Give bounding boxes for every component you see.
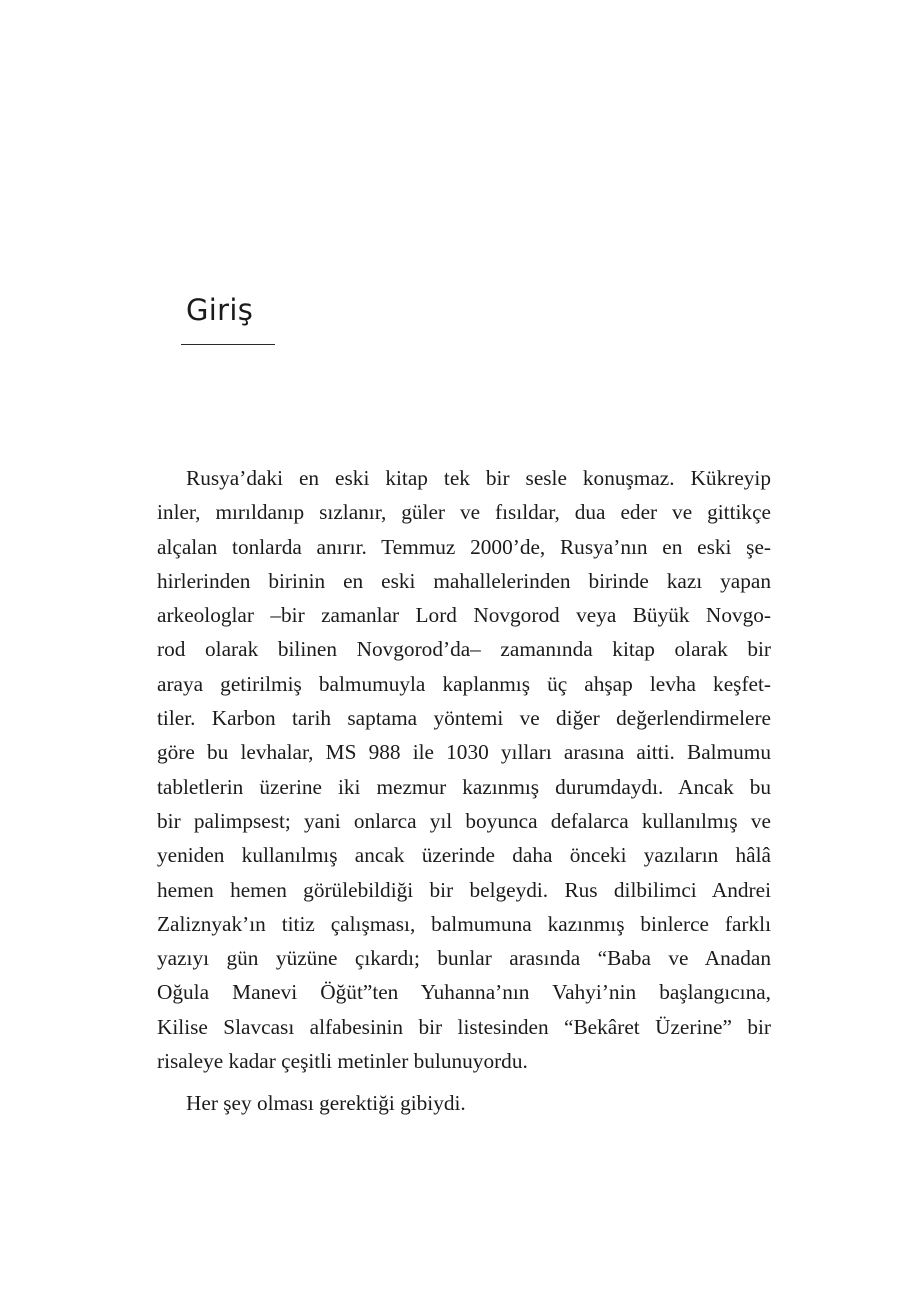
text-line: Rusya’daki en eski kitap tek bir sesle konuşmaz. Kükreyip [186, 466, 771, 490]
paragraph-spacing [157, 1078, 771, 1086]
text-line: yeniden kullanılmış ancak üzerinde daha önceki yazıların hâlâ [157, 843, 771, 868]
text-line: risaleye kadar çeşitli metinler bulunuyordu. [157, 1049, 528, 1074]
text-line: yazıyı gün yüzüne çıkardı; bunlar arasında “Baba ve Anadan [157, 946, 771, 971]
text-line: inler, mırıldanıp sızlanır, güler ve fısıldar, dua eder ve gittikçe [157, 500, 771, 525]
text-line: hemen hemen görülebildiği bir belgeydi. Rus dilbilimci Andrei [157, 877, 771, 902]
text-line: araya getirilmiş balmumuyla kaplanmış üç ahşap levha keşfet- [157, 671, 771, 696]
text-line: tabletlerin üzerine iki mezmur kazınmış durumdaydı. Ancak bu [157, 774, 771, 799]
text-line: Oğula Manevi Öğüt”ten Yuhanna’nın Vahyi’nin başlangıcına, [157, 980, 771, 1005]
text-line: göre bu levhalar, MS 988 ile 1030 yılları arasına aitti. Balmumu [157, 740, 771, 765]
text-line: hirlerinden birinin en eski mahallelerinden birinde kazı yapan [157, 568, 771, 593]
text-line: rod olarak bilinen Novgorod’da– zamanında kitap olarak bir [157, 637, 771, 662]
title-underline [181, 344, 275, 345]
text-line: bir palimpsest; yani onlarca yıl boyunca defalarca kullanılmış ve [157, 808, 771, 833]
text-line: Kilise Slavcası alfabesinin bir listesinden “Bekâret Üzerine” bir [157, 1014, 771, 1039]
text-line: Zaliznyak’ın titiz çalışması, balmumuna kazınmış binlerce farklı [157, 911, 771, 936]
paragraph-2 [157, 1086, 771, 1120]
chapter-title: Giriş [186, 293, 254, 327]
text-line: Her şey olması gerektiği gibiydi. [186, 1091, 466, 1116]
text-line: tiler. Karbon tarih saptama yöntemi ve diğer değerlendirmelere [157, 706, 771, 731]
paragraph-1 [157, 461, 771, 1078]
text-line: alçalan tonlarda anırır. Temmuz 2000’de, Rusya’nın en eski şe- [157, 534, 771, 559]
body-text [157, 461, 771, 1121]
text-line: arkeologlar –bir zamanlar Lord Novgorod veya Büyük Novgo- [157, 603, 771, 628]
